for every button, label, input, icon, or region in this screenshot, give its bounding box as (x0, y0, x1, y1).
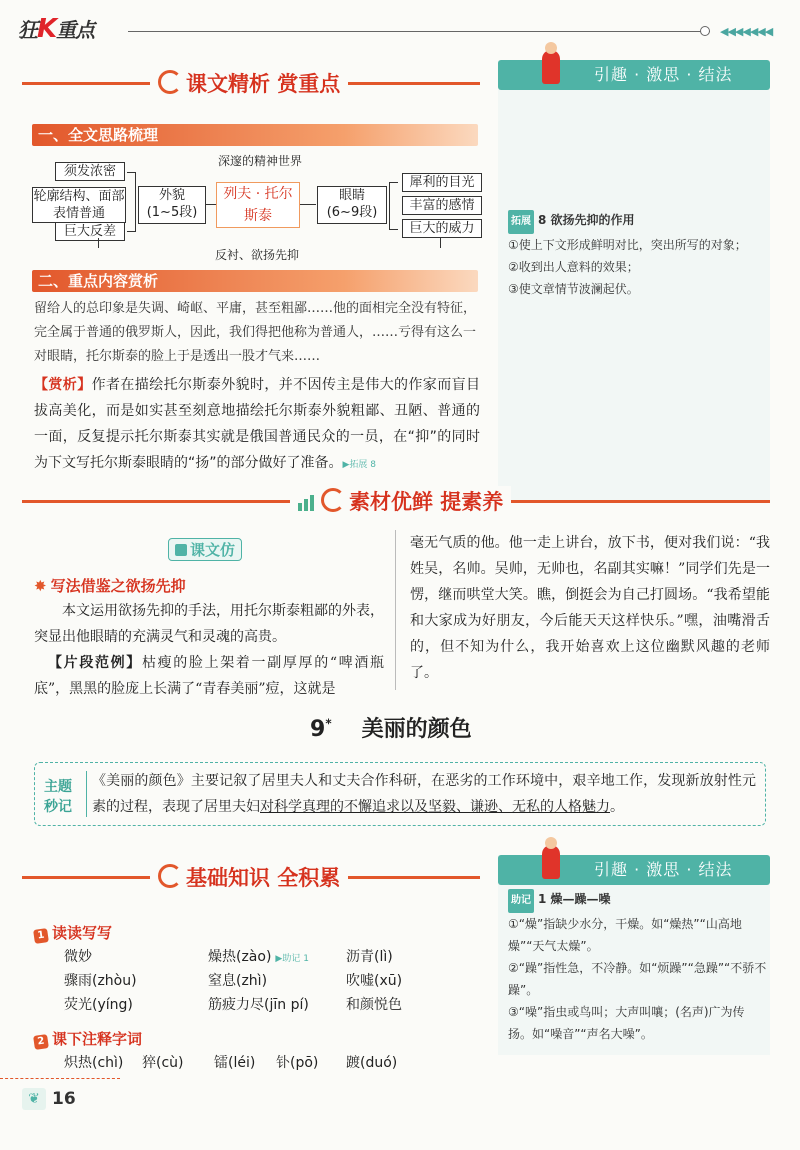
page-number: 16 (52, 1089, 76, 1109)
swirl-icon (158, 864, 182, 888)
expand-tag: 拓展 (508, 210, 534, 234)
vocab-word: 窒息(zhì) (208, 973, 268, 989)
diagram-node: 巨大的威力 (402, 219, 482, 238)
list-item: ③使文章情节波澜起伏。 (508, 282, 639, 296)
footer-rule (0, 1078, 120, 1079)
diagram-node: 犀利的目光 (402, 173, 482, 192)
diagram-top-caption: 深邃的精神世界 (218, 154, 303, 168)
section-heading-outline: 一、全文思路梳理 (32, 124, 478, 146)
vocab-word: 沥青(lì) (346, 949, 393, 965)
vocab-word: 骤雨(zhòu) (64, 973, 137, 989)
teacher-figure-icon (542, 845, 560, 879)
right-bracket (389, 182, 398, 230)
connector (206, 204, 216, 205)
section-banner-material: 素材优鲜 提素养 (290, 486, 511, 516)
imitation-paragraph: 本文运用欲扬先抑的手法，用托尔斯泰粗鄙的外表，突显出他眼睛的充满灵气和灵魂的高贵。 (34, 603, 384, 645)
sidebar-header: 引趣 · 激思 · 结法 (498, 60, 770, 90)
diagram-node: 丰富的感情 (402, 196, 482, 215)
vocab-word: 钋(pō) (276, 1055, 319, 1071)
vocab-word: 踱(duó) (346, 1055, 398, 1071)
sidebar-header: 引趣 · 激思 · 结法 (498, 855, 770, 885)
vocab-word: 荧光(yíng) (64, 997, 133, 1013)
theme-divider (86, 771, 87, 817)
left-bracket (127, 172, 136, 232)
vocab-word: 猝(cù) (142, 1055, 184, 1071)
brand-logo: 狂K重点 (18, 14, 95, 44)
badge-imitation: 课文仿 (168, 538, 242, 561)
maple-leaf-icon: ✸ (34, 577, 47, 595)
theme-text: 《美丽的颜色》主要记叙了居里夫人和丈夫合作科研，在恶劣的工作环境中，艰辛地工作，发现新放射性元素的过程，表现了居里夫妇对科学真理的不懈追求以及坚毅、谦逊、无私的人格魅力。 (92, 773, 756, 815)
analysis-paragraph: 【赏析】作者在描绘托尔斯泰外貌时，并不因传主是伟大的作家而盲目拔高美化，而是如实甚至刻意地描绘托尔斯泰外貌粗鄙、丑陋、普通的一面，反复提示托尔斯泰其实就是俄国普通民众的一员，在“抑”的同时为下文写托尔斯泰眼睛的“扬”的部分做好了准备。▶拓展 8 (34, 377, 481, 471)
connector (300, 204, 316, 205)
vocab-word: 燥热(zào) ▶助记 1 (208, 949, 309, 965)
section-banner-analysis: 课文精析 赏重点 (150, 68, 348, 98)
header-rule (128, 31, 710, 32)
lesson-title: 9* 美丽的颜色 (310, 716, 472, 742)
sidebar-note: 拓展 8 欲扬先抑的作用 ①使上下文形成鲜明对比，突出所写的对象； ②收到出人意料的效果； ③使文章情节波澜起伏。 (508, 209, 768, 300)
list-item: ②收到出人意料的效果； (508, 260, 639, 274)
vocab-word: 微妙 (64, 949, 92, 965)
header-arrows-icon: ◀◀◀◀◀◀◀ (720, 25, 773, 38)
header-dot (700, 26, 710, 36)
vocab-word: 筋疲力尽(jīn pí) (208, 997, 309, 1013)
list-item: ①“燥”指缺少水分，干燥。如“燥热”“山高地燥”“天气太燥”。 (508, 917, 742, 953)
section-banner-basics: 基础知识 全积累 (150, 862, 348, 892)
swirl-icon (321, 488, 345, 512)
readwrite-heading: 1 读读写写 (34, 922, 112, 943)
column-divider (395, 530, 396, 690)
vocab-word: 吹嘘(xū) (346, 973, 403, 989)
example-continued: 毫无气质的他。他一走上讲台，放下书，便对我们说：“我姓吴，名帅。吴帅，无帅也，名副其实嘛！”同学们先是一愣，继而哄堂大笑。瞧，倒挺会为自己打圆场。“我希望能和大家成为好朋友，今后能天天这样快乐。”嘿，油嘴滑舌的，但不知为什么，我开始喜欢上这位幽默风趣的老师了。 (410, 535, 770, 681)
vocab-word: 炽热(chì) (64, 1055, 124, 1071)
leaf-icon: ❦ (22, 1088, 46, 1110)
example-paragraph: 【片段范例】枯瘦的脸上架着一副厚厚的“啤酒瓶底”，黑黑的脸庞上长满了“青春美丽”痘，这就是 (34, 655, 384, 697)
vocab-word: 和颜悦色 (346, 997, 402, 1013)
bar-chart-icon (298, 492, 316, 516)
teacher-figure-icon (542, 50, 560, 84)
helper-link[interactable]: ▶助记 1 (275, 954, 309, 964)
book-icon (175, 544, 187, 556)
diagram-bottom-caption: 反衬、欲扬先抑 (215, 248, 300, 262)
sidebar-note: 助记 1 燥—躁—噪 ①“燥”指缺少水分，干燥。如“燥热”“山高地燥”“天气太燥”。 ②“躁”指性急，不冷静。如“烦躁”“急躁”“不骄不躁”。 ③“噪”指虫或鸟叫；大声叫嚷；(名声)广为传扬。如“噪音”“声名大噪”。 (508, 888, 768, 1045)
connector (98, 238, 99, 248)
swirl-icon (158, 70, 182, 94)
diagram-node: 巨大反差 (55, 222, 125, 241)
connector (440, 238, 441, 248)
helper-tag: 助记 (508, 889, 534, 913)
notes-heading: 2 课下注释字词 (34, 1028, 142, 1049)
diagram-node: 须发浓密 (55, 162, 125, 181)
diagram-node-appearance: 外貌 (1~5段) (138, 186, 206, 224)
imitation-heading: ✸ 写法借鉴之欲扬先抑 (34, 577, 186, 595)
list-item: ①使上下文形成鲜明对比，突出所写的对象； (508, 238, 747, 252)
list-item: ③“噪”指虫或鸟叫；大声叫嚷；(名声)广为传扬。如“噪音”“声名大噪”。 (508, 1005, 745, 1041)
theme-label: 主题 秒记 (44, 779, 72, 815)
section-heading-key-content: 二、重点内容赏析 (32, 270, 478, 292)
diagram-node-eyes: 眼睛 (6~9段) (317, 186, 387, 224)
diagram-node: 轮廓结构、面部表情普通 (33, 189, 125, 221)
list-item: ②“躁”指性急，不冷静。如“烦躁”“急躁”“不骄不躁”。 (508, 961, 767, 997)
diagram-node-tolstoy: 列夫 · 托尔斯泰 (216, 182, 300, 228)
vocab-word: 镭(léi) (214, 1055, 256, 1071)
expand-link[interactable]: ▶拓展 8 (342, 460, 377, 470)
quote-paragraph: 留给人的总印象是失调、崎岖、平庸，甚至粗鄙……他的面相完全没有特征，完全属于普通的俄罗斯人，因此，我们得把他称为普通人，……亏得有这么一对眼睛，托尔斯泰的脸上于是透出一股才气来…… (34, 301, 477, 364)
